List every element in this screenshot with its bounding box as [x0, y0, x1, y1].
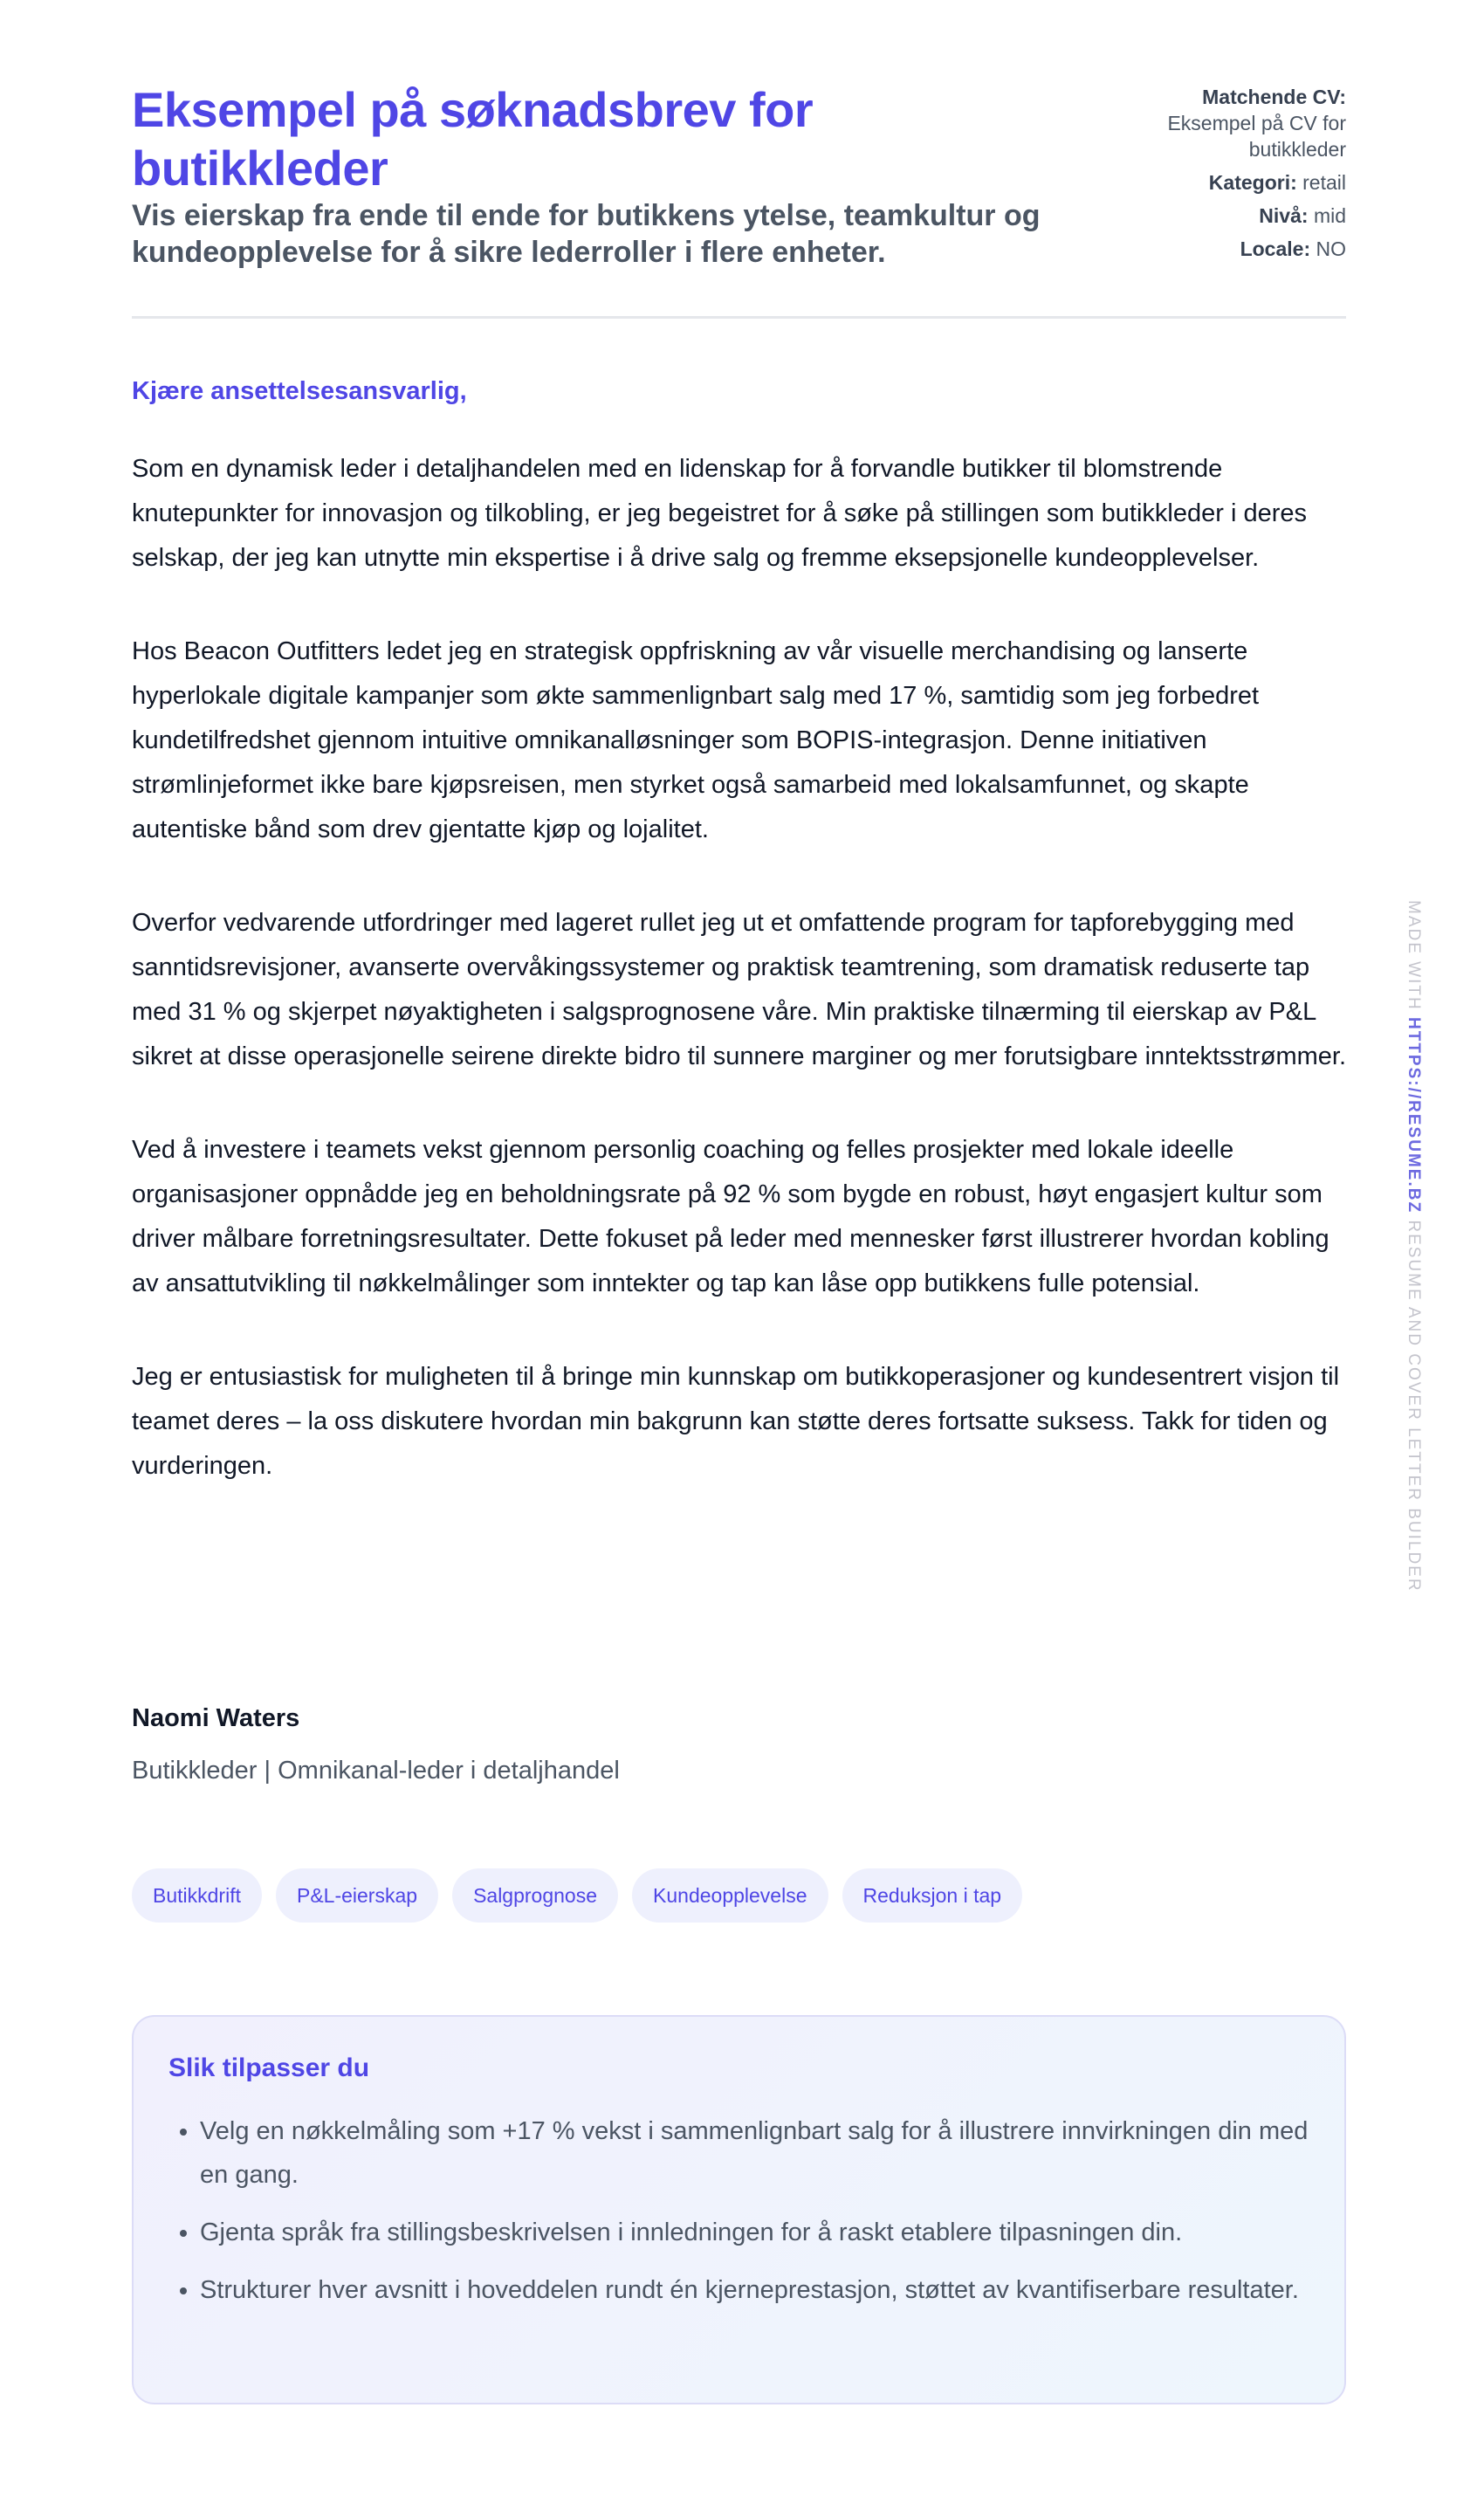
page-subtitle: Vis eierskap fra ende til ende for butikkens ytelse, teamkultur og kundeopplevelse for å sikre lederroller i flere enheter.	[132, 199, 1041, 269]
tips-list	[168, 2109, 1309, 2312]
meta-locale-value: NO	[1316, 237, 1346, 260]
skill-tag: Butikkdrift	[132, 1868, 262, 1923]
signature-name: Naomi Waters	[132, 1704, 300, 1732]
watermark-prefix: MADE WITH	[1405, 900, 1423, 1017]
letter-paragraph: Jeg er entusiastisk for muligheten til å bringe min kunnskap om butikkoperasjoner og kundesentrert visjon til teamet deres – la oss diskutere hvordan min bakgrunn kan støtte deres fortsatte suksess. Takk for tiden og vurderingen.	[132, 1363, 1340, 1480]
page-title: Eksempel på søknadsbrev for butikkleder	[132, 82, 814, 196]
meta-category-value: retail	[1302, 171, 1346, 194]
signature-role: Butikkleder | Omnikanal-leder i detaljhandel	[132, 1757, 620, 1785]
letter-paragraph: Overfor vedvarende utfordringer med lageret rullet jeg ut et omfattende program for tapforebygging med sanntidsrevisjoner, avanserte overvåkingssystemer og praktisk teamtrening, som dramatisk reduserte tap med 31 % og skjerpet nøyaktigheten i salgsprognosene våre. Min praktiske tilnærming til eierskap av P&L sikret at disse operasjonelle seirene direkte bidro til sunnere marginer og mer forutsigbare inntektsstrømmer.	[132, 909, 1347, 1070]
tips-box	[132, 2015, 1346, 2404]
letter-greeting: Kjære ansettelsesansvarlig,	[132, 377, 467, 405]
skill-tags	[132, 1868, 1022, 1923]
meta-panel	[1119, 84, 1346, 269]
meta-level-label: Nivå:	[1259, 204, 1309, 227]
watermark-suffix: RESUME AND COVER LETTER BUILDER	[1405, 1214, 1423, 1592]
letter-paragraph: Hos Beacon Outfitters ledet jeg en strategisk oppfriskning av vår visuelle merchandising og lanserte hyperlokale digitale kampanjer som økte sammenlignbart salg med 17 %, samtidig som jeg forbedret kundetilfredshet gjennom intuitive omnikanalløsninger som BOPIS-integrasjon. Denne initiativen strømlinjeformet ikke bare kjøpsreisen, men styrket også samarbeid med lokalsamfunnet, og skapte autentiske bånd som drev gjentatte kjøp og lojalitet.	[132, 637, 1260, 843]
skill-tag: P&L-eierskap	[276, 1868, 438, 1923]
watermark-link[interactable]: HTTPS://RESUME.BZ	[1405, 1017, 1423, 1214]
meta-locale	[1119, 236, 1346, 262]
meta-cv-label: Matchende CV:	[1202, 86, 1346, 108]
tip-item: • Velg en nøkkelmåling som +17 % vekst i sammenlignbart salg for å illustrere innvirkningen din med en gang.	[200, 2109, 1309, 2197]
meta-locale-label: Locale:	[1240, 237, 1311, 260]
header	[132, 0, 1346, 319]
tips-title: Slik tilpasser du	[168, 2053, 370, 2082]
meta-level-value: mid	[1313, 204, 1346, 227]
tip-item: • Gjenta språk fra stillingsbeskrivelsen i innledningen for å raskt etablere tilpasningen din.	[200, 2211, 1309, 2254]
meta-cv	[1119, 84, 1346, 162]
cover-letter-page	[132, 0, 1347, 2304]
skill-tag: Reduksjon i tap	[842, 1868, 1023, 1923]
letter-paragraph: Som en dynamisk leder i detaljhandelen med en lidenskap for å forvandle butikker til blomstrende knutepunkter for innovasjon og tilkobling, er jeg begeistret for å søke på stillingen som butikkleder i deres selskap, der jeg kan utnytte min ekspertise i å drive salg og fremme eksepsjonelle kundeopplevelser.	[132, 455, 1308, 572]
letter-paragraph: Ved å investere i teamets vekst gjennom personlig coaching og felles prosjekter med lokale ideelle organisasjoner oppnådde jeg en beholdningsrate på 92 % som bygde en robust, høyt engasjert kultur som driver målbare forretningsresultater. Dette fokuset på leder med mennesker først illustrerer hvordan kobling av ansattutvikling til nøkkelmålinger som inntekter og tap kan låse opp butikkens fulle potensial.	[132, 1136, 1329, 1297]
meta-category	[1119, 169, 1346, 196]
meta-cv-value[interactable]: Eksempel på CV for butikkleder	[1167, 112, 1346, 161]
meta-category-label: Kategori:	[1208, 171, 1297, 194]
skill-tag: Kundeopplevelse	[632, 1868, 828, 1923]
tip-item: • Strukturer hver avsnitt i hoveddelen rundt én kjerneprestasjon, støttet av kvantifiserbare resultater.	[200, 2268, 1309, 2312]
meta-level	[1119, 203, 1346, 229]
skill-tag: Salgprognose	[452, 1868, 618, 1923]
watermark	[1404, 900, 1423, 1592]
letter-body	[132, 447, 1354, 1537]
